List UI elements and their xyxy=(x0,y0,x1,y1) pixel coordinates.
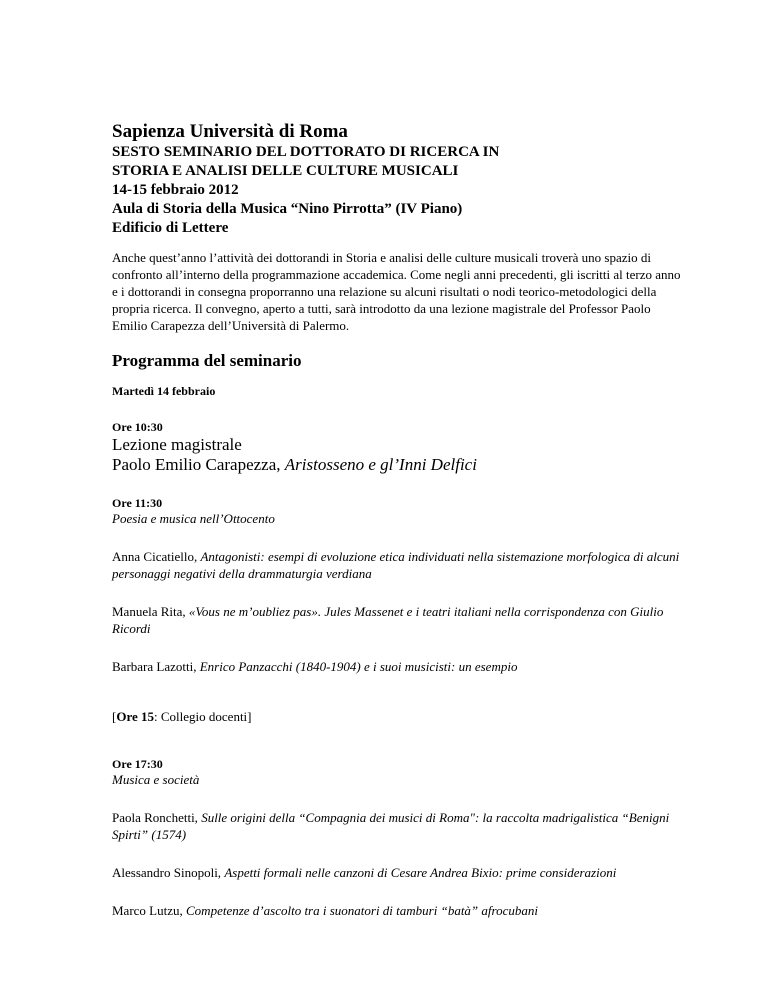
lecture-speaker-line xyxy=(112,455,688,475)
session-2-time: Ore 17:30 xyxy=(112,757,163,771)
seminar-title-line-1: SESTO SEMINARIO DEL DOTTORATO DI RICERCA IN xyxy=(112,144,500,160)
note-time: Ore 15 xyxy=(116,709,155,724)
session-2-theme: Musica e società xyxy=(112,772,200,787)
talk-speaker: Marco Lutzu, xyxy=(112,903,187,918)
lecture-title: Aristosseno e gl’Inni Delfici xyxy=(284,455,477,474)
seminar-dates: 14-15 febbraio 2012 xyxy=(112,182,239,198)
talk-title: Antagonisti: esempi di evoluzione etica individuati nella sistemazione morfologica di alcuni personaggi negativi della drammaturgia verdiana xyxy=(112,549,680,581)
talk-title: Enrico Panzacchi (1840-1904) e i suoi musicisti: un esempio xyxy=(199,659,518,674)
talk-item xyxy=(112,809,688,843)
talk-title: Sulle origini della “Compagnia dei musici di Roma": la raccolta madrigalistica “Benigni Spirti” (1574) xyxy=(112,810,670,842)
note-open-bracket: [ xyxy=(112,709,117,724)
talk-speaker: Anna Cicatiello, xyxy=(112,549,201,564)
talk-title: Aspetti formali nelle canzoni di Cesare Andrea Bixio: prime considerazioni xyxy=(224,865,617,880)
talk-speaker: Paola Ronchetti, xyxy=(112,810,202,825)
faculty-meeting-note xyxy=(112,708,688,725)
talk-speaker: Manuela Rita, xyxy=(112,604,189,619)
seminar-title-line-2: STORIA E ANALISI DELLE CULTURE MUSICALI xyxy=(112,163,459,179)
note-text: : Collegio docenti] xyxy=(154,709,252,724)
talk-item xyxy=(112,548,688,582)
talk-item xyxy=(112,902,688,919)
document-header xyxy=(112,121,688,238)
talk-item xyxy=(112,603,688,637)
talk-speaker: Barbara Lazotti, xyxy=(112,659,200,674)
university-title: Sapienza Università di Roma xyxy=(112,121,348,142)
talk-title: «Vous ne m’oubliez pas». Jules Massenet e i teatri italiani nella corrispondenza con Giulio Ricordi xyxy=(112,604,664,636)
lecture-label: Lezione magistrale xyxy=(112,435,242,454)
lecture-time: Ore 10:30 xyxy=(112,420,163,434)
talk-item xyxy=(112,864,688,881)
lecture-block xyxy=(112,420,688,475)
seminar-room: Aula di Storia della Musica “Nino Pirrotta” (IV Piano) xyxy=(112,201,463,217)
session-1-time: Ore 11:30 xyxy=(112,496,163,510)
session-1-theme: Poesia e musica nell’Ottocento xyxy=(112,511,275,526)
talk-title: Competenze d’ascolto tra i suonatori di tamburi “batà” afrocubani xyxy=(186,903,538,918)
session-2 xyxy=(112,757,688,919)
lecture-speaker: Paolo Emilio Carapezza, xyxy=(112,455,285,474)
talk-item xyxy=(112,658,688,675)
program-title: Programma del seminario xyxy=(112,351,302,370)
talk-speaker: Alessandro Sinopoli, xyxy=(112,865,225,880)
intro-paragraph: Anche quest’anno l’attività dei dottorandi in Storia e analisi delle culture musicali troverà uno spazio di confronto all’interno della programmazione accademica. Come negli anni precedenti, gli iscritti al terzo anno e i dottorandi in consegna proporranno una relazione su alcuni risultati o nodi teorico-metodologici della propria ricerca. Il convegno, aperto a tutti, sarà introdotto da una lezione magistrale del Professor Paolo Emilio Carapezza dell’Università di Palermo. xyxy=(112,250,681,333)
session-1 xyxy=(112,496,688,675)
day-heading: Martedì 14 febbraio xyxy=(112,384,216,398)
seminar-building: Edificio di Lettere xyxy=(112,220,229,236)
